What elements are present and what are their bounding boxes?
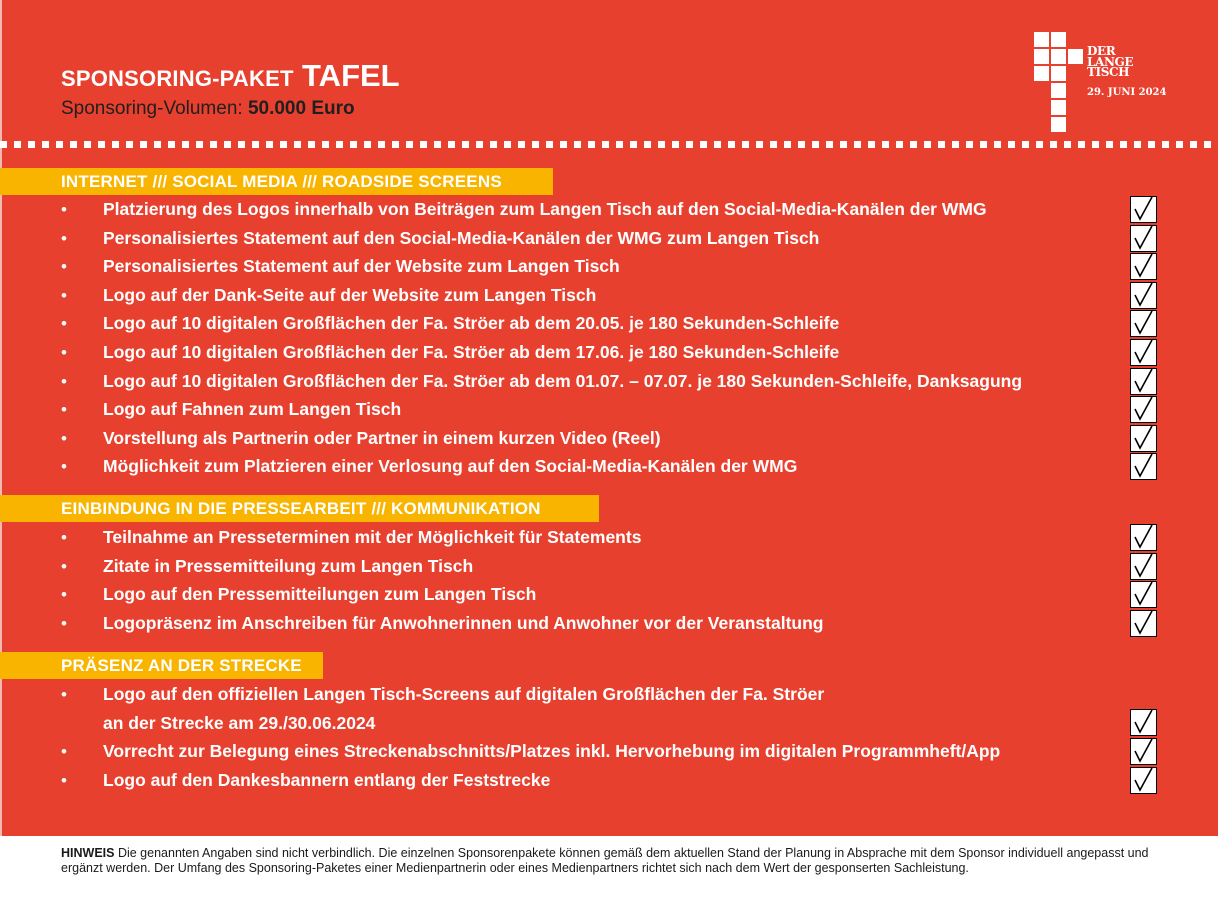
checkbox-checked — [1130, 425, 1157, 452]
logo-square — [1034, 66, 1049, 81]
bullet: • — [61, 457, 67, 476]
list-item — [0, 252, 1218, 281]
item-text-continued: an der Strecke am 29./30.06.2024 — [103, 713, 376, 733]
bullet: • — [61, 585, 67, 604]
checkbox-checked — [1130, 453, 1157, 480]
note-text: Die genannten Angaben sind nicht verbindlich. Die einzelnen Sponsorenpakete können gemäß dem aktuellen Stand der Planung in Absprache mit dem Sponsor individuell angepasst und ergänzt werden. Der Umfang des Sponsoring-Paketes einer Medienpartnerin oder eines Medienpartners richtet sich nach dem Wert der gesponserten Sachleistung. — [61, 846, 1149, 875]
bullet: • — [61, 286, 67, 305]
item-text: Personalisiertes Statement auf den Social-Media-Kanälen der WMG zum Langen Tisch — [103, 228, 820, 248]
logo-square — [1051, 117, 1066, 132]
list-item — [0, 609, 1218, 638]
item-text: Möglichkeit zum Platzieren einer Verlosung auf den Social-Media-Kanälen der WMG — [103, 456, 798, 476]
bullet: • — [61, 528, 67, 547]
checkmark-icon — [1131, 197, 1155, 221]
volume-value: 50.000 Euro — [247, 98, 355, 119]
checkmark-icon — [1131, 426, 1155, 450]
item-text: Platzierung des Logos innerhalb von Beiträgen zum Langen Tisch auf den Social-Media-Kanälen der WMG — [103, 199, 987, 219]
checkmark-icon — [1131, 226, 1155, 250]
logo-date: 29. JUNI 2024 — [1087, 87, 1167, 98]
item-text: Logo auf 10 digitalen Großflächen der Fa. Ströer ab dem 01.07. – 07.07. je 180 Sekunden-Schleife, Danksagung — [103, 371, 1023, 391]
checkmark-icon — [1131, 582, 1155, 606]
logo-square — [1034, 32, 1049, 47]
item-text: Logo auf 10 digitalen Großflächen der Fa. Ströer ab dem 20.05. je 180 Sekunden-Schleife — [103, 313, 840, 333]
list-item — [0, 737, 1218, 766]
checkbox-checked — [1130, 738, 1157, 765]
item-text: Logo auf 10 digitalen Großflächen der Fa. Ströer ab dem 17.06. je 180 Sekunden-Schleife — [103, 342, 840, 362]
checkbox-checked — [1130, 396, 1157, 423]
list-item — [0, 552, 1218, 581]
logo-square — [1051, 49, 1066, 64]
bullet: • — [61, 257, 67, 276]
checkbox-checked — [1130, 339, 1157, 366]
bullet: • — [61, 200, 67, 219]
page-title — [61, 58, 400, 94]
list-item — [0, 452, 1218, 481]
checkmark-icon — [1131, 311, 1155, 335]
checkmark-icon — [1131, 768, 1155, 792]
section-header-internet: INTERNET /// SOCIAL MEDIA /// ROADSIDE SCREENS — [0, 168, 553, 195]
checkbox-checked — [1130, 368, 1157, 395]
checkbox-checked — [1130, 225, 1157, 252]
item-text: Logopräsenz im Anschreiben für Anwohnerinnen und Anwohner vor der Veranstaltung — [103, 613, 824, 633]
list-item — [0, 281, 1218, 310]
item-text: Logo auf den Pressemitteilungen zum Langen Tisch — [103, 584, 537, 604]
title-prefix: SPONSORING-PAKET — [61, 66, 294, 91]
list-item — [0, 338, 1218, 367]
logo-wordmark — [1087, 46, 1133, 78]
item-text: Vorrecht zur Belegung eines Streckenabschnitts/Platzes inkl. Hervorhebung im digitalen Programmheft/App — [103, 741, 1001, 761]
logo-line-3: TISCH — [1087, 65, 1130, 79]
logo-line-2: LANGE — [1087, 54, 1134, 69]
checkmark-icon — [1131, 369, 1155, 393]
logo-square — [1051, 66, 1066, 81]
sponsoring-volume — [61, 98, 355, 120]
list-item — [0, 195, 1218, 224]
bullet: • — [61, 771, 67, 790]
checkmark-icon — [1131, 710, 1155, 734]
der-lange-tisch-logo — [1034, 32, 1174, 132]
bullet: • — [61, 229, 67, 248]
checkmark-icon — [1131, 283, 1155, 307]
section-header-presse: EINBINDUNG IN DIE PRESSEARBEIT /// KOMMUNIKATION — [0, 495, 599, 522]
item-text: Logo auf den offiziellen Langen Tisch-Screens auf digitalen Großflächen der Fa. Ströer — [103, 684, 825, 704]
list-item — [0, 309, 1218, 338]
item-text: Logo auf der Dank-Seite auf der Website zum Langen Tisch — [103, 285, 597, 305]
item-text: Logo auf den Dankesbannern entlang der Feststrecke — [103, 770, 551, 790]
list-item — [0, 680, 1218, 738]
section-header-strecke: PRÄSENZ AN DER STRECKE — [0, 652, 323, 679]
volume-label: Sponsoring-Volumen: — [61, 98, 243, 119]
bullet: • — [61, 557, 67, 576]
item-text: Teilnahme an Presseterminen mit der Möglichkeit für Statements — [103, 527, 642, 547]
list-item — [0, 523, 1218, 552]
logo-square — [1034, 49, 1049, 64]
checkbox-checked — [1130, 282, 1157, 309]
checkbox-checked — [1130, 553, 1157, 580]
bullet: • — [61, 372, 67, 391]
list-item — [0, 367, 1218, 396]
checkmark-icon — [1131, 340, 1155, 364]
bullet: • — [61, 314, 67, 333]
checkbox-checked — [1130, 709, 1157, 736]
bullet: • — [61, 400, 67, 419]
list-item — [0, 580, 1218, 609]
title-main: TAFEL — [302, 58, 400, 93]
list-item — [0, 224, 1218, 253]
list-item — [0, 766, 1218, 795]
bullet: • — [61, 685, 67, 704]
checkbox-checked — [1130, 196, 1157, 223]
bullet: • — [61, 343, 67, 362]
checkbox-checked — [1130, 610, 1157, 637]
checkbox-checked — [1130, 767, 1157, 794]
list-item — [0, 424, 1218, 453]
checkmark-icon — [1131, 611, 1155, 635]
checkbox-checked — [1130, 524, 1157, 551]
checkmark-icon — [1131, 554, 1155, 578]
logo-square — [1051, 100, 1066, 115]
logo-square — [1051, 83, 1066, 98]
bullet: • — [61, 614, 67, 633]
item-text: Logo auf Fahnen zum Langen Tisch — [103, 399, 402, 419]
logo-square — [1051, 32, 1066, 47]
checkbox-checked — [1130, 581, 1157, 608]
item-text: Zitate in Pressemitteilung zum Langen Tisch — [103, 556, 474, 576]
dotted-divider — [0, 141, 1218, 148]
item-text: Personalisiertes Statement auf der Website zum Langen Tisch — [103, 256, 620, 276]
checkbox-checked — [1130, 310, 1157, 337]
logo-line-1: DER — [1087, 44, 1116, 58]
item-text: Vorstellung als Partnerin oder Partner in einem kurzen Video (Reel) — [103, 428, 661, 448]
note-label: HINWEIS — [61, 846, 115, 860]
checkmark-icon — [1131, 739, 1155, 763]
bullet: • — [61, 742, 67, 761]
checkmark-icon — [1131, 454, 1155, 478]
list-item — [0, 395, 1218, 424]
checkmark-icon — [1131, 254, 1155, 278]
checkmark-icon — [1131, 397, 1155, 421]
footnote — [61, 846, 1151, 876]
logo-square — [1068, 49, 1083, 64]
checkbox-checked — [1130, 253, 1157, 280]
bullet: • — [61, 429, 67, 448]
checkmark-icon — [1131, 525, 1155, 549]
